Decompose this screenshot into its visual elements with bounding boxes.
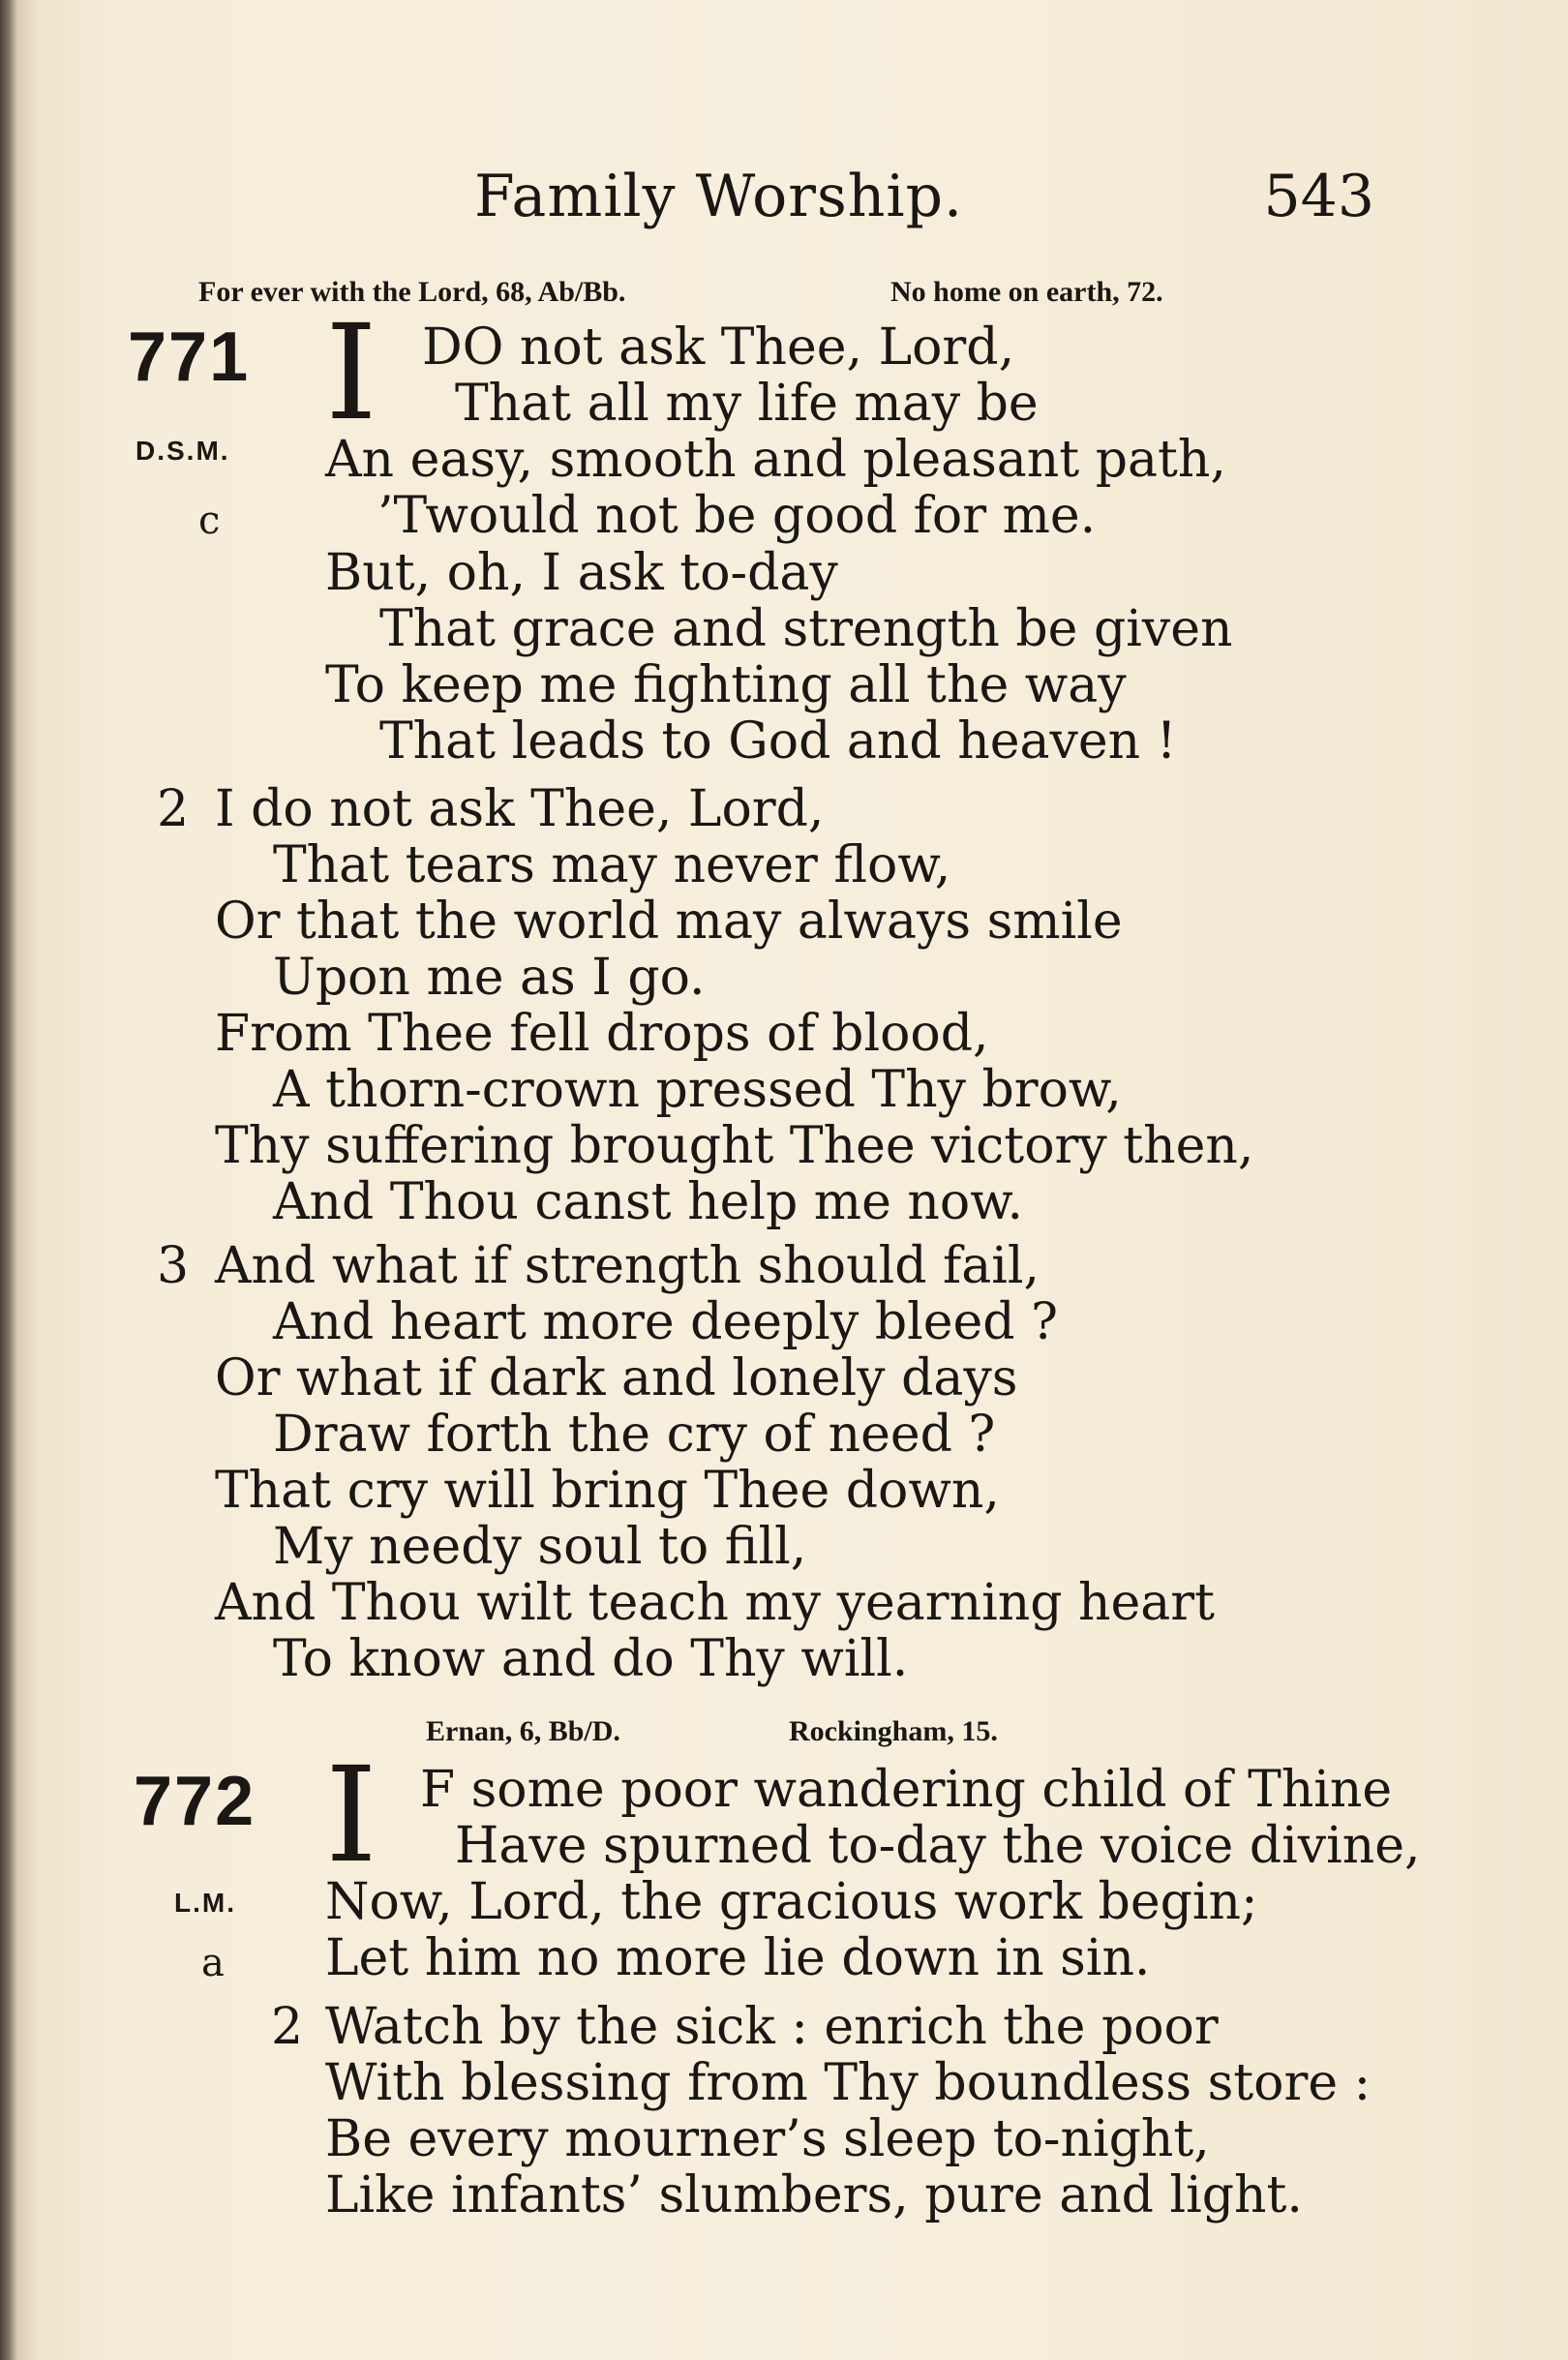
verse-line: And heart more deeply bleed ?	[273, 1293, 1059, 1351]
verse-line: Or what if dark and lonely days	[215, 1349, 1018, 1407]
verse-line: Be every mourner’s sleep to-night,	[325, 2110, 1210, 2168]
verse-line: That tears may never flow,	[273, 836, 951, 894]
hymn-key: c	[198, 499, 221, 543]
verse-line: Let him no more lie down in sin.	[325, 1929, 1151, 1987]
verse-line: Like infants’ slumbers, pure and light.	[325, 2166, 1303, 2224]
hymn-meter: D.S.M.	[136, 436, 230, 466]
verse-line: Now, Lord, the gracious work begin;	[325, 1873, 1258, 1931]
verse-line: An easy, smooth and pleasant path,	[325, 431, 1226, 489]
running-head	[474, 163, 1374, 240]
verse-number: 2	[271, 1998, 304, 2056]
verse-line: Watch by the sick : enrich the poor	[325, 1998, 1219, 2056]
verse-line: Or that the world may always smile	[215, 893, 1123, 951]
verse-number: 3	[157, 1237, 190, 1295]
verse-line: Draw forth the cry of need ?	[273, 1406, 996, 1464]
verse-line: But, oh, I ask to-day	[325, 544, 838, 602]
hymn-number: 771	[128, 318, 251, 396]
drop-cap: I	[325, 297, 377, 450]
verse-line: That grace and strength be given	[379, 600, 1233, 658]
drop-cap: I	[325, 1740, 377, 1892]
verse-line: From Thee fell drops of blood,	[215, 1005, 989, 1063]
hymn-key: a	[201, 1941, 225, 1985]
verse-line: To keep me fighting all the way	[325, 656, 1127, 714]
verse-line: Have spurned to-day the voice divine,	[455, 1817, 1421, 1875]
verse-number: 2	[157, 780, 190, 838]
verse-line: DO not ask Thee, Lord,	[422, 318, 1015, 377]
verse-line: F some poor wandering child of Thine	[420, 1761, 1393, 1819]
tune-reference-left: Ernan, 6, Bb/D.	[426, 1715, 620, 1747]
verse-line: That cry will bring Thee down,	[215, 1462, 1000, 1520]
verse-line: Thy suffering brought Thee victory then,	[215, 1117, 1254, 1175]
hymn-meter: L.M.	[174, 1888, 236, 1918]
verse-line: That all my life may be	[455, 375, 1039, 433]
verse-line: A thorn-crown pressed Thy brow,	[273, 1061, 1122, 1119]
verse-line: That leads to God and heaven !	[379, 712, 1177, 771]
verse-line: And Thou canst help me now.	[273, 1173, 1024, 1231]
verse-line: To know and do Thy will.	[273, 1630, 909, 1688]
page-number: 543	[1263, 163, 1374, 230]
verse-line: And Thou wilt teach my yearning heart	[215, 1574, 1216, 1632]
verse-line: My needy soul to fill,	[273, 1518, 807, 1576]
running-title: Family Worship.	[474, 163, 964, 230]
tune-reference-right: No home on earth, 72.	[890, 276, 1163, 308]
verse-line: Upon me as I go.	[273, 949, 706, 1007]
tune-reference-left: For ever with the Lord, 68, Ab/Bb.	[198, 276, 626, 308]
verse-line: ’Twould not be good for me.	[377, 487, 1097, 545]
verse-line: I do not ask Thee, Lord,	[215, 780, 825, 838]
tune-reference-right: Rockingham, 15.	[789, 1715, 998, 1747]
verse-line: With blessing from Thy boundless store :	[325, 2054, 1372, 2112]
hymn-number: 772	[134, 1763, 256, 1840]
verse-line: And what if strength should fail,	[215, 1237, 1040, 1295]
